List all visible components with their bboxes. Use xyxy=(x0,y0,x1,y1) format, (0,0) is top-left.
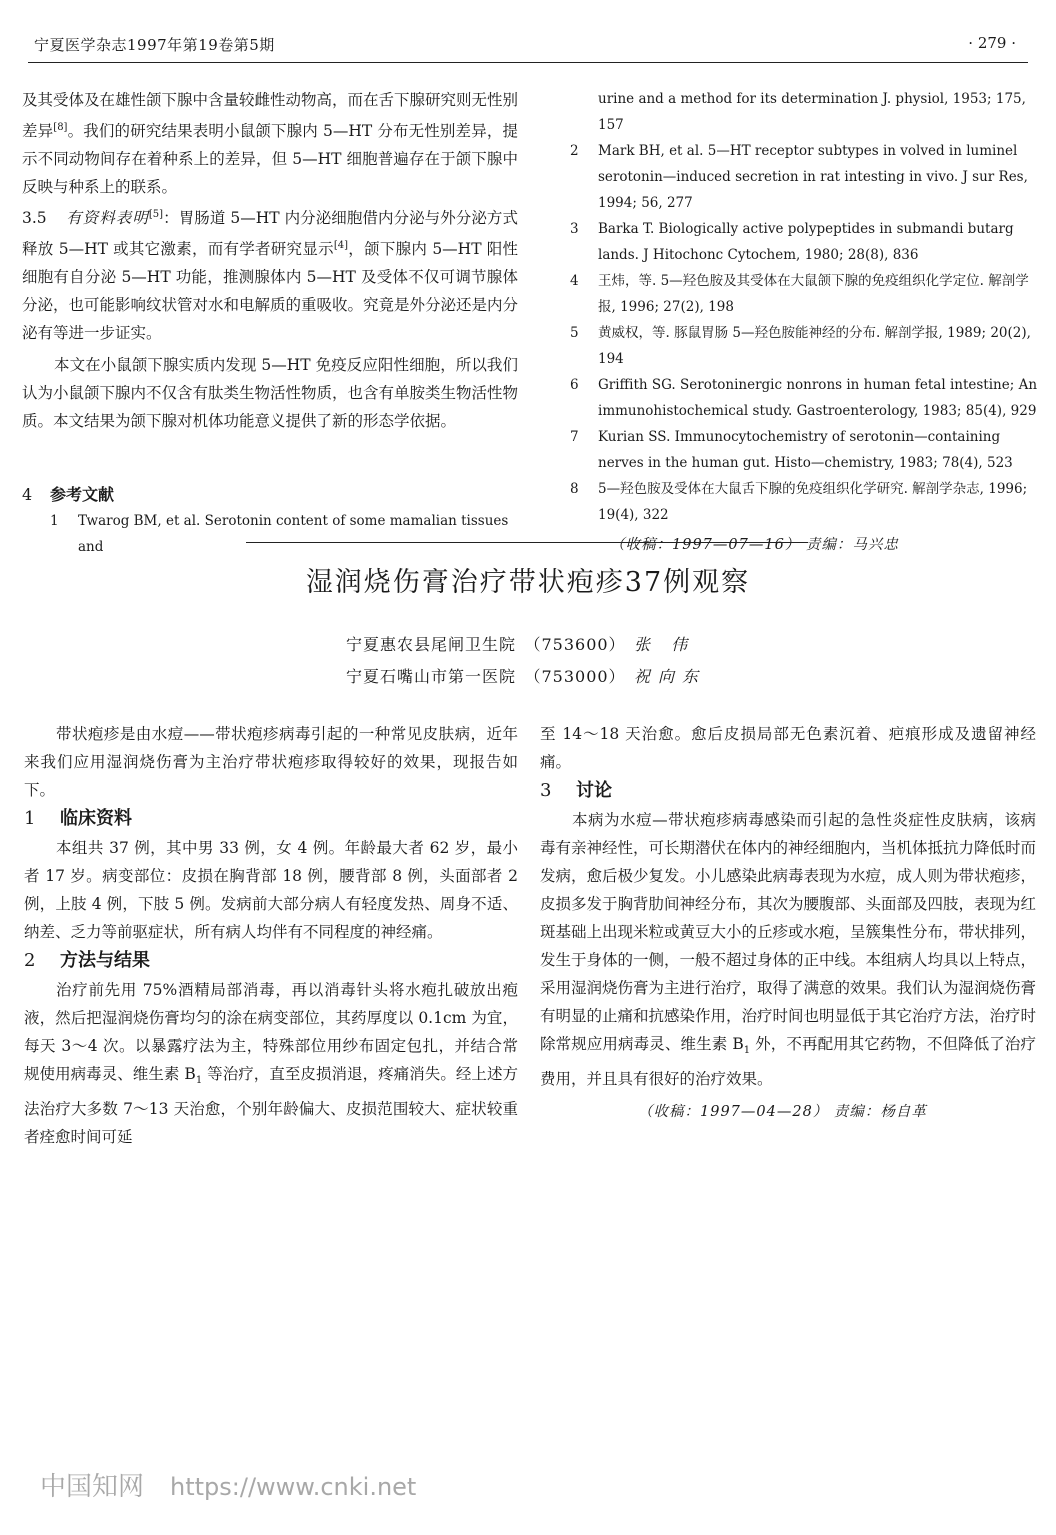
prev-paragraph-1: 及其受体及在雄性颌下腺中含量较雌性动物高，而在舌下腺研究则无性别差异[8]。我们的研究结果表明小鼠颌下腺内 5—HT 分布无性别差异，提示不同动物间存在着种系上的差异，但 5—HT 细胞普遍存在于颌下腺中反映与种系上的联系。 xyxy=(22,91,519,197)
reference-number: 2 xyxy=(570,143,579,159)
prev-paragraph-last: 本文在小鼠颌下腺实质内发现 5—HT 免疫反应阳性细胞，所以我们认为小鼠颌下腺内不仅含有肽类生物活性物质，也含有单胺类生物活性物质。本文结果为颌下腺对机体功能意义提供了新的形态学依据。 xyxy=(22,356,519,431)
article-received-note: （收稿：1997—04—28） 责编：杨自革 xyxy=(638,1104,927,1121)
section-2-heading: 2 方法与结果 xyxy=(24,950,150,971)
section-1-heading: 1 临床资料 xyxy=(24,808,132,829)
cnki-url[interactable]: https://www.cnki.net xyxy=(170,1473,417,1501)
citation-8: [8] xyxy=(53,122,68,133)
reference-1-continued: urine and a method for its determination J. physiol, 1953; 175, 157 xyxy=(598,91,1026,133)
references-heading: 4 参考文献 xyxy=(22,485,115,504)
article-divider xyxy=(246,542,808,543)
reference-number: 8 xyxy=(570,481,579,497)
reference-number: 4 xyxy=(570,273,579,289)
prev-received-note: （收稿：1997—07—16） 责编：马兴忠 xyxy=(610,537,899,553)
subsection-lead: 有资料表明 xyxy=(66,209,149,228)
article-right-column xyxy=(540,720,1036,1125)
reference-number: 3 xyxy=(570,221,579,237)
cnki-logo: 中国知网 xyxy=(40,1472,145,1502)
reference-item xyxy=(570,372,1040,424)
section-3-text: 本病为水痘—带状疱疹病毒感染而引起的急性炎症性皮肤病，该病毒有亲神经性，可长期潜伏在体内的神经细胞内，当机体抵抗力降低时而发病，愈后极少复发。小儿感染此病毒表现为水痘，成人则为带状疱疹，皮损多发于胸背肋间神经分布，其次为腰腹部、头面部及四肢，表现为红斑基础上出现米粒或黄豆大小的丘疹或水疱，呈簇集性分布，带状排列，发生于身体的一侧，一般不超过身体的正中线。本组病人均具以上特点，采用湿润烧伤膏为主进行治疗，取得了满意的效果。我们认为湿润烧伤膏有明显的止痛和抗感染作用，治疗时间也明显低于其它治疗方法，治疗时除常规应用病毒灵、维生素 $B_1$ 外，不再配用其它药物，不但降低了治疗费用，并且具有很好的治疗效果。 xyxy=(540,811,1037,1089)
intro-paragraph: 带状疱疹是由水痘——带状疱疹病毒引起的一种常见皮肤病，近年来我们应用湿润烧伤膏为主治疗带状疱疹取得较好的效果，现报告如下。 xyxy=(24,725,518,799)
reference-item xyxy=(570,216,1040,268)
article-left-column xyxy=(24,720,518,1151)
author-name: 张 伟 xyxy=(634,635,696,654)
subsection-number: 3.5 xyxy=(22,209,47,228)
reference-item xyxy=(570,268,1040,320)
article-title: 湿润烧伤膏治疗带状疱疹37例观察 xyxy=(305,567,751,598)
section-3-heading: 3 讨论 xyxy=(540,780,612,801)
affiliation-1: 宁夏惠农县尾闸卫生院 （753600） 张 伟 xyxy=(346,632,695,655)
cnki-watermark xyxy=(40,1466,416,1503)
section-2-text: 治疗前先用 75%酒精局部消毒，再以消毒针头将水疱扎破放出疱液，然后把湿润烧伤膏均匀的涂在病变部位，其药厚度以 0.1cm 为宜，每天 3～4 次。以暴露疗法为主，特殊部位用纱布固定包扎，并结合常规使用病毒灵、维生素 $B_1$ 等治疗，直至皮损消退，疼痛消失。经上述方法治疗大多数 7～13 天治愈，个别年龄偏大、皮损范围较大、症状较重者痊愈时间可延 xyxy=(24,981,518,1147)
author-name: 祝向东 xyxy=(634,667,707,686)
reference-text: 5—羟色胺及受体在大鼠舌下腺的免疫组织化学研究. 解剖学杂志, 1996; 19(4), 322 xyxy=(598,481,1028,523)
reference-1: 1 Twarog BM, et al. Serotonin content of some mamalian tissues and xyxy=(50,508,530,560)
citation-5: [5] xyxy=(148,209,164,221)
prev-article-left-column xyxy=(22,86,518,435)
prev-paragraph-3-5: 3.5 有资料表明[5]：胃肠道 5—HT 内分泌细胞借内分泌与外分泌方式释放 5—HT 或其它激素，而有学者研究显示[4]，颌下腺内 5—HT 阳性细胞有自分泌 5—HT 功能，推测腺体内 5—HT 及受体不仅可调节腺体分泌，也可能影响纹状管对水和电解质的重吸收。究竟是外分泌还是内分泌有等进一步证实。 xyxy=(22,201,518,347)
reference-number: 1 xyxy=(50,513,59,529)
reference-text: Mark BH, et al. 5—HT receptor subtypes in volved in luminel serotonin—induced secretion in rat intesting in vivo. J sur Res, 1994; 56, 277 xyxy=(598,143,1028,211)
reference-item xyxy=(570,138,1040,216)
reference-item xyxy=(570,320,1040,372)
reference-text: 黄威权，等. 豚鼠胃肠 5—羟色胺能神经的分布. 解剖学报, 1989; 20(2), 194 xyxy=(598,325,1031,367)
section-1-text: 本组共 37 例，其中男 33 例，女 4 例。年龄最大者 62 岁，最小者 17 岁。病变部位：皮损在胸背部 18 例，腰背部 8 例，头面部者 2 例，上肢 4 例，下肢 5 例。发病前大部分病人有轻度发热、周身不适、纳差、乏力等前驱症状，所有病人均伴有不同程度的神经痛。 xyxy=(24,839,518,941)
references-right-column xyxy=(570,86,1040,558)
reference-number: 5 xyxy=(570,325,579,341)
affiliation-2: 宁夏石嘴山市第一医院 （753000） 祝向东 xyxy=(346,664,706,687)
section-2-continued: 至 14～18 天治愈。愈后皮损局部无色素沉着、疤痕形成及遗留神经痛。 xyxy=(540,725,1036,771)
citation-4: [4] xyxy=(333,240,349,252)
journal-title: 宁夏医学杂志1997年第19卷第5期 xyxy=(34,36,275,54)
reference-text: Barka T. Biologically active polypeptides in submandi butarg lands. J Hitochonc Cytochem, 1980; 28(8), 836 xyxy=(598,221,1014,263)
page-header xyxy=(28,30,1028,63)
reference-text: 王炜，等. 5—羟色胺及其受体在大鼠颌下腺的免疫组织化学定位. 解剖学报, 1996; 27(2), 198 xyxy=(598,273,1029,315)
reference-item xyxy=(570,424,1040,476)
reference-text: Griffith SG. Serotoninergic nonrons in human fetal intestine; An immunohistochemical study. Gastroenterology, 1983; 85(4), 929 xyxy=(598,377,1038,419)
reference-number: 7 xyxy=(570,429,579,445)
page-number: · 279 · xyxy=(968,34,1016,52)
reference-text: Kurian SS. Immunocytochemistry of serotonin—containing nerves in the human gut. Histo—chemistry, 1983; 78(4), 523 xyxy=(598,429,1013,471)
reference-number: 6 xyxy=(570,377,579,393)
reference-item xyxy=(570,476,1040,528)
references-list xyxy=(570,138,1040,528)
